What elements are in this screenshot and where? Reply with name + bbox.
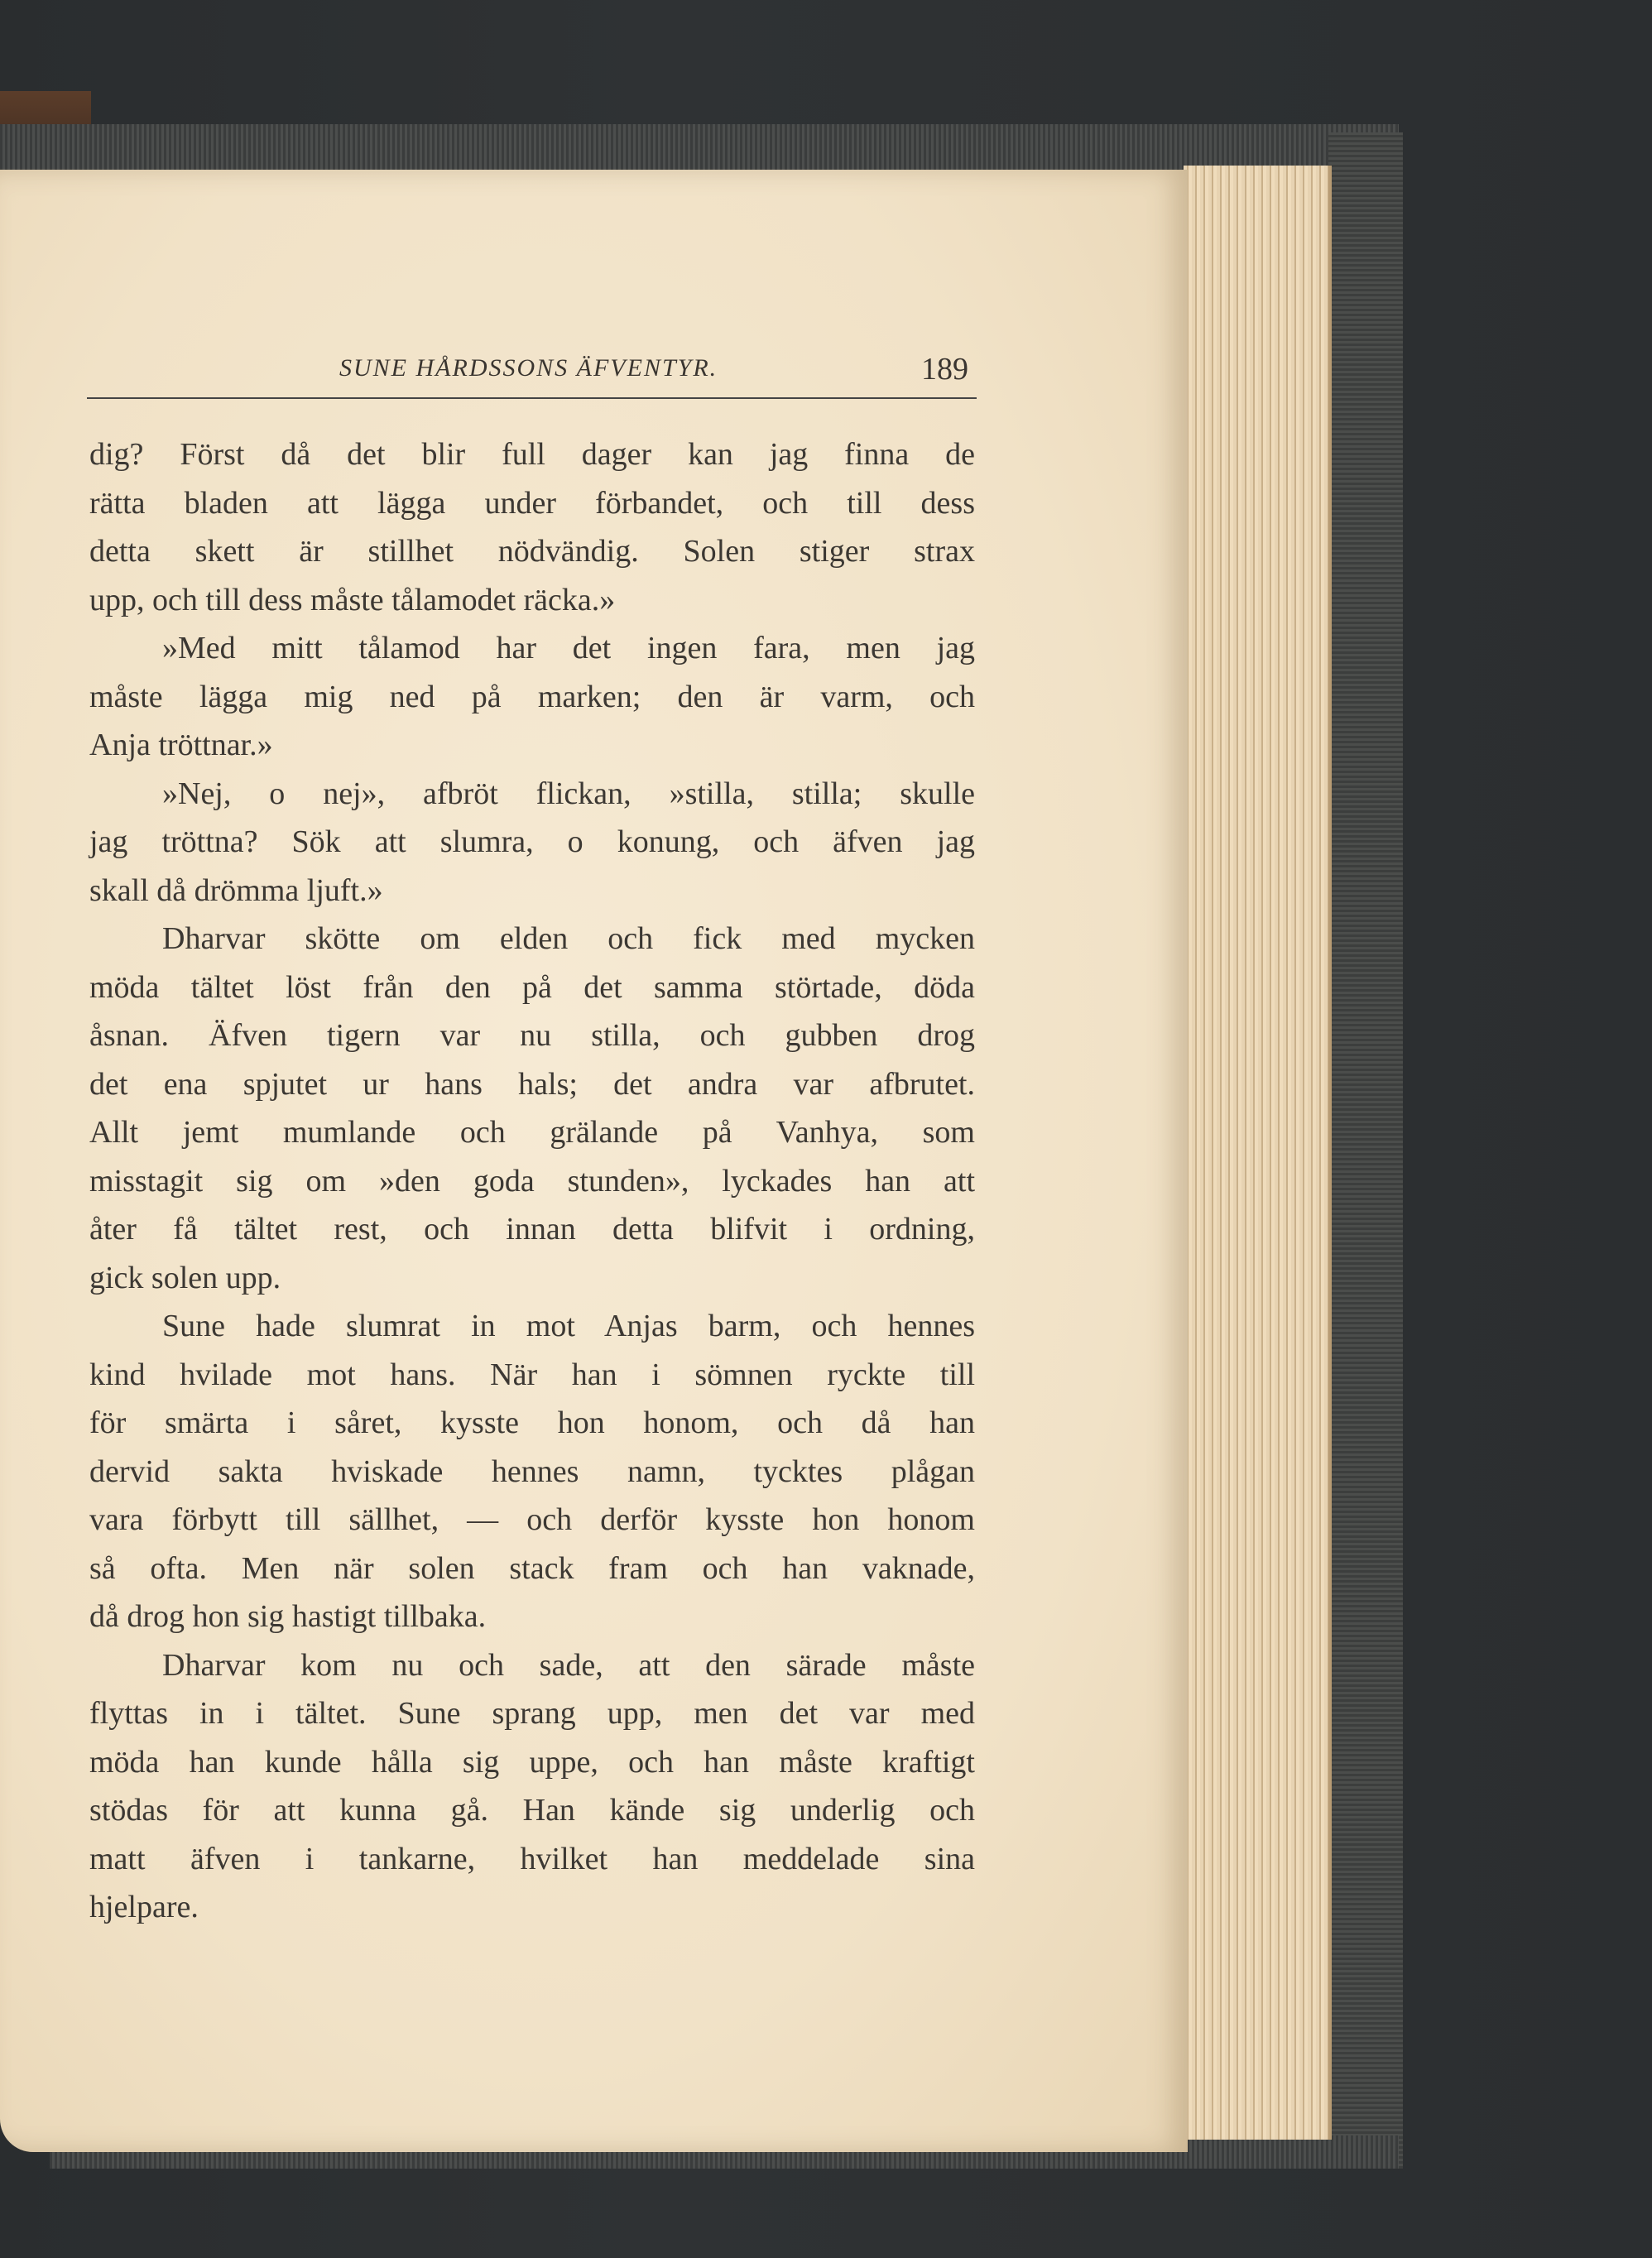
text-line: måste lägga mig ned på marken; den är varm, och <box>89 679 975 714</box>
text-line: hjelpare. <box>89 1890 199 1924</box>
text-line: matt äfven i tankarne, hvilket han meddelade sina <box>89 1841 975 1876</box>
running-header <box>87 348 977 399</box>
text-line: vara förbytt till sällhet, — och derför kysste hon honom <box>89 1502 975 1537</box>
text-line: detta skett är stillhet nödvändig. Solen stiger strax <box>89 534 975 569</box>
text-line: jag tröttna? Sök att slumra, o konung, och äfven jag <box>89 824 975 859</box>
text-line: möda han kunde hålla sig uppe, och han måste kraftigt <box>89 1744 975 1780</box>
text-line: så ofta. Men när solen stack fram och han vaknade, <box>89 1550 975 1586</box>
text-line: då drog hon sig hastigt tillbaka. <box>89 1599 487 1634</box>
text-line: Allt jemt mumlande och grälande på Vanhya, som <box>89 1115 975 1150</box>
text-line: skall då drömma ljuft.» <box>89 872 383 908</box>
text-line: Anja tröttnar.» <box>89 728 273 762</box>
text-line: kind hvilade mot hans. När han i sömnen ryckte till <box>89 1357 975 1392</box>
text-line: Dharvar skötte om elden och fick med mycken <box>162 921 975 956</box>
text-line: flyttas in i tältet. Sune sprang upp, men det var med <box>89 1696 975 1731</box>
text-line: stödas för att kunna gå. Han kände sig underlig och <box>89 1793 975 1828</box>
body-text <box>89 430 975 1932</box>
text-line: rätta bladen att lägga under förbandet, och till dess <box>89 485 975 521</box>
text-line: »Med mitt tålamod har det ingen fara, men jag <box>162 631 975 665</box>
text-line: upp, och till dess måste tålamodet räcka.» <box>89 582 616 617</box>
page-number: 189 <box>921 352 968 387</box>
text-line: för smärta i såret, kysste hon honom, och då han <box>89 1405 975 1440</box>
text-line: Sune hade slumrat in mot Anjas barm, och hennes <box>162 1309 975 1343</box>
text-line: dig? Först då det blir full dager kan jag finna de <box>89 437 975 472</box>
running-title: SUNE HÅRDSSONS ÄFVENTYR. <box>339 354 718 382</box>
text-line: åter få tältet rest, och innan detta blifvit i ordning, <box>89 1212 975 1247</box>
text-line: det ena spjutet ur hans hals; det andra var afbrutet. <box>89 1066 975 1102</box>
text-line: dervid sakta hviskade hennes namn, tycktes plågan <box>89 1453 975 1489</box>
cover-edge-right <box>1328 132 1403 2169</box>
text-line: möda tältet löst från den på det samma störtade, döda <box>89 969 975 1005</box>
text-line: misstagit sig om »den goda stunden», lyckades han att <box>89 1163 975 1199</box>
page-edges <box>1184 166 1332 2140</box>
text-line: Dharvar kom nu och sade, att den särade måste <box>162 1647 975 1683</box>
text-line: gick solen upp. <box>89 1260 281 1295</box>
text-line: åsnan. Äfven tigern var nu stilla, och gubben drog <box>89 1018 975 1053</box>
text-line: »Nej, o nej», afbröt flickan, »stilla, stilla; skulle <box>162 776 975 811</box>
